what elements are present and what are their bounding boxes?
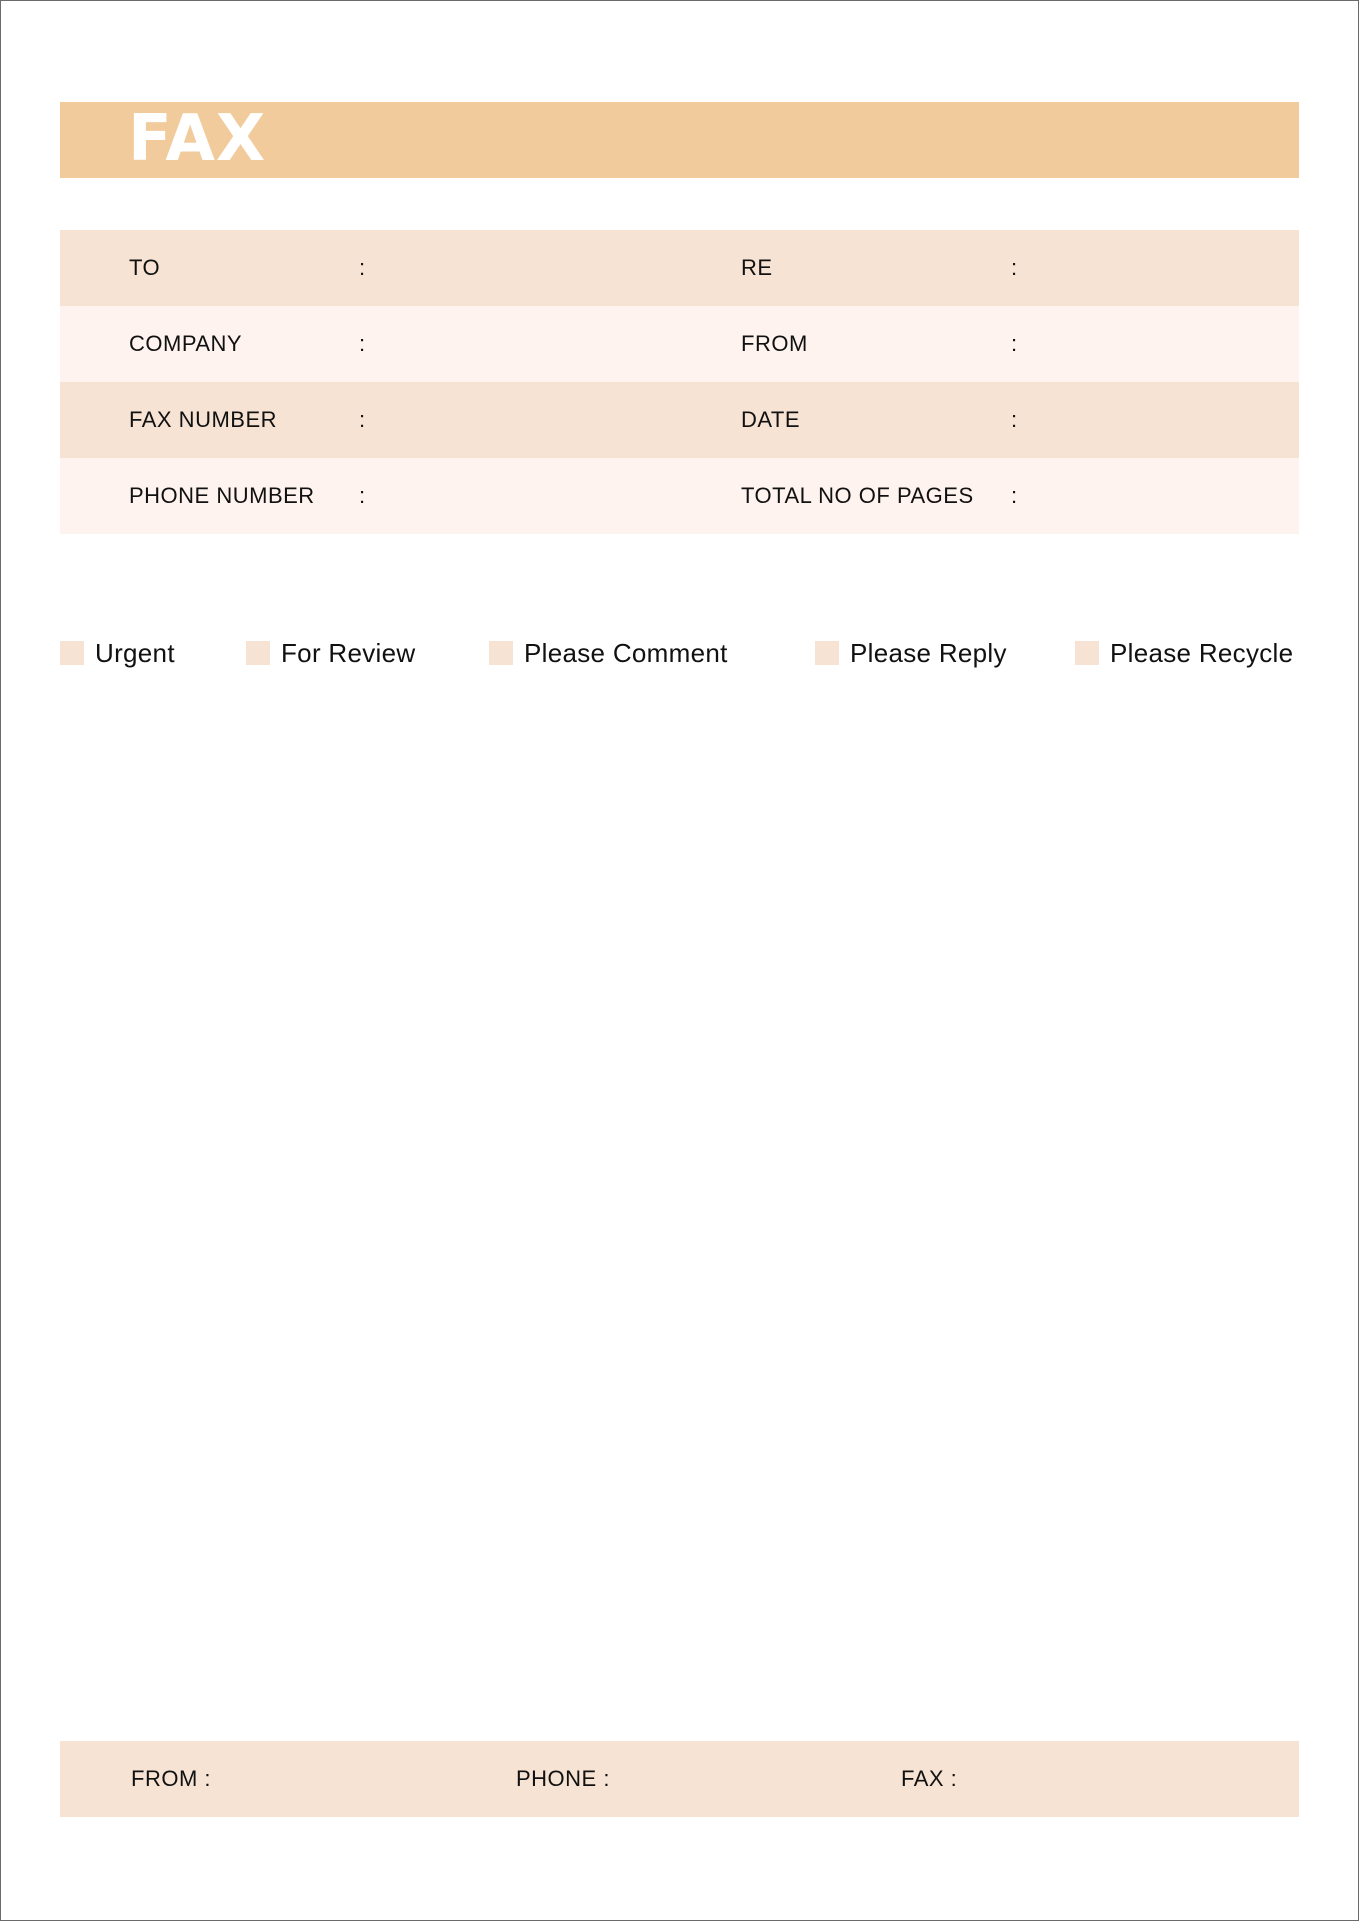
footer-bar bbox=[60, 1741, 1299, 1817]
please-comment-checkbox[interactable] bbox=[489, 641, 513, 665]
company-label: COMPANY bbox=[129, 331, 243, 356]
info-row-fax-number bbox=[60, 382, 1299, 458]
options-checkbox-row bbox=[60, 638, 1299, 668]
fax-info-table bbox=[60, 230, 1299, 534]
from-label: FROM bbox=[741, 331, 808, 356]
urgent-checkbox[interactable] bbox=[60, 641, 84, 665]
option-please-recycle[interactable] bbox=[1075, 638, 1293, 668]
phone-number-field[interactable]: : bbox=[359, 483, 366, 508]
option-please-comment[interactable] bbox=[489, 638, 728, 668]
option-urgent[interactable] bbox=[60, 638, 175, 668]
for-review-label: For Review bbox=[281, 638, 416, 668]
please-recycle-checkbox[interactable] bbox=[1075, 641, 1099, 665]
to-field[interactable]: : bbox=[359, 255, 366, 280]
date-field[interactable]: : bbox=[1011, 407, 1018, 432]
footer-fax-field[interactable]: FAX : bbox=[901, 1766, 958, 1791]
company-field[interactable]: : bbox=[359, 331, 366, 356]
option-for-review[interactable] bbox=[246, 638, 415, 668]
please-comment-label: Please Comment bbox=[524, 638, 728, 668]
info-row-phone-number bbox=[60, 458, 1299, 534]
to-label: TO bbox=[129, 255, 161, 280]
footer-phone-field[interactable]: PHONE : bbox=[516, 1766, 610, 1791]
re-field[interactable]: : bbox=[1011, 255, 1018, 280]
please-recycle-label: Please Recycle bbox=[1110, 638, 1294, 668]
footer-from-field[interactable]: FROM : bbox=[131, 1766, 211, 1791]
option-please-reply[interactable] bbox=[815, 638, 1007, 668]
for-review-checkbox[interactable] bbox=[246, 641, 270, 665]
header-bar bbox=[60, 102, 1299, 178]
total-pages-label: TOTAL NO OF PAGES bbox=[741, 483, 974, 508]
please-reply-checkbox[interactable] bbox=[815, 641, 839, 665]
fax-number-label: FAX NUMBER bbox=[129, 407, 278, 432]
urgent-label: Urgent bbox=[95, 638, 175, 668]
fax-number-field[interactable]: : bbox=[359, 407, 366, 432]
date-label: DATE bbox=[741, 407, 801, 432]
re-label: RE bbox=[741, 255, 773, 280]
total-pages-field[interactable]: : bbox=[1011, 483, 1018, 508]
phone-number-label: PHONE NUMBER bbox=[129, 483, 315, 508]
info-row-company bbox=[60, 306, 1299, 382]
please-reply-label: Please Reply bbox=[850, 638, 1007, 668]
from-field[interactable]: : bbox=[1011, 331, 1018, 356]
page-title: FAX bbox=[128, 102, 267, 176]
info-row-to bbox=[60, 230, 1299, 306]
